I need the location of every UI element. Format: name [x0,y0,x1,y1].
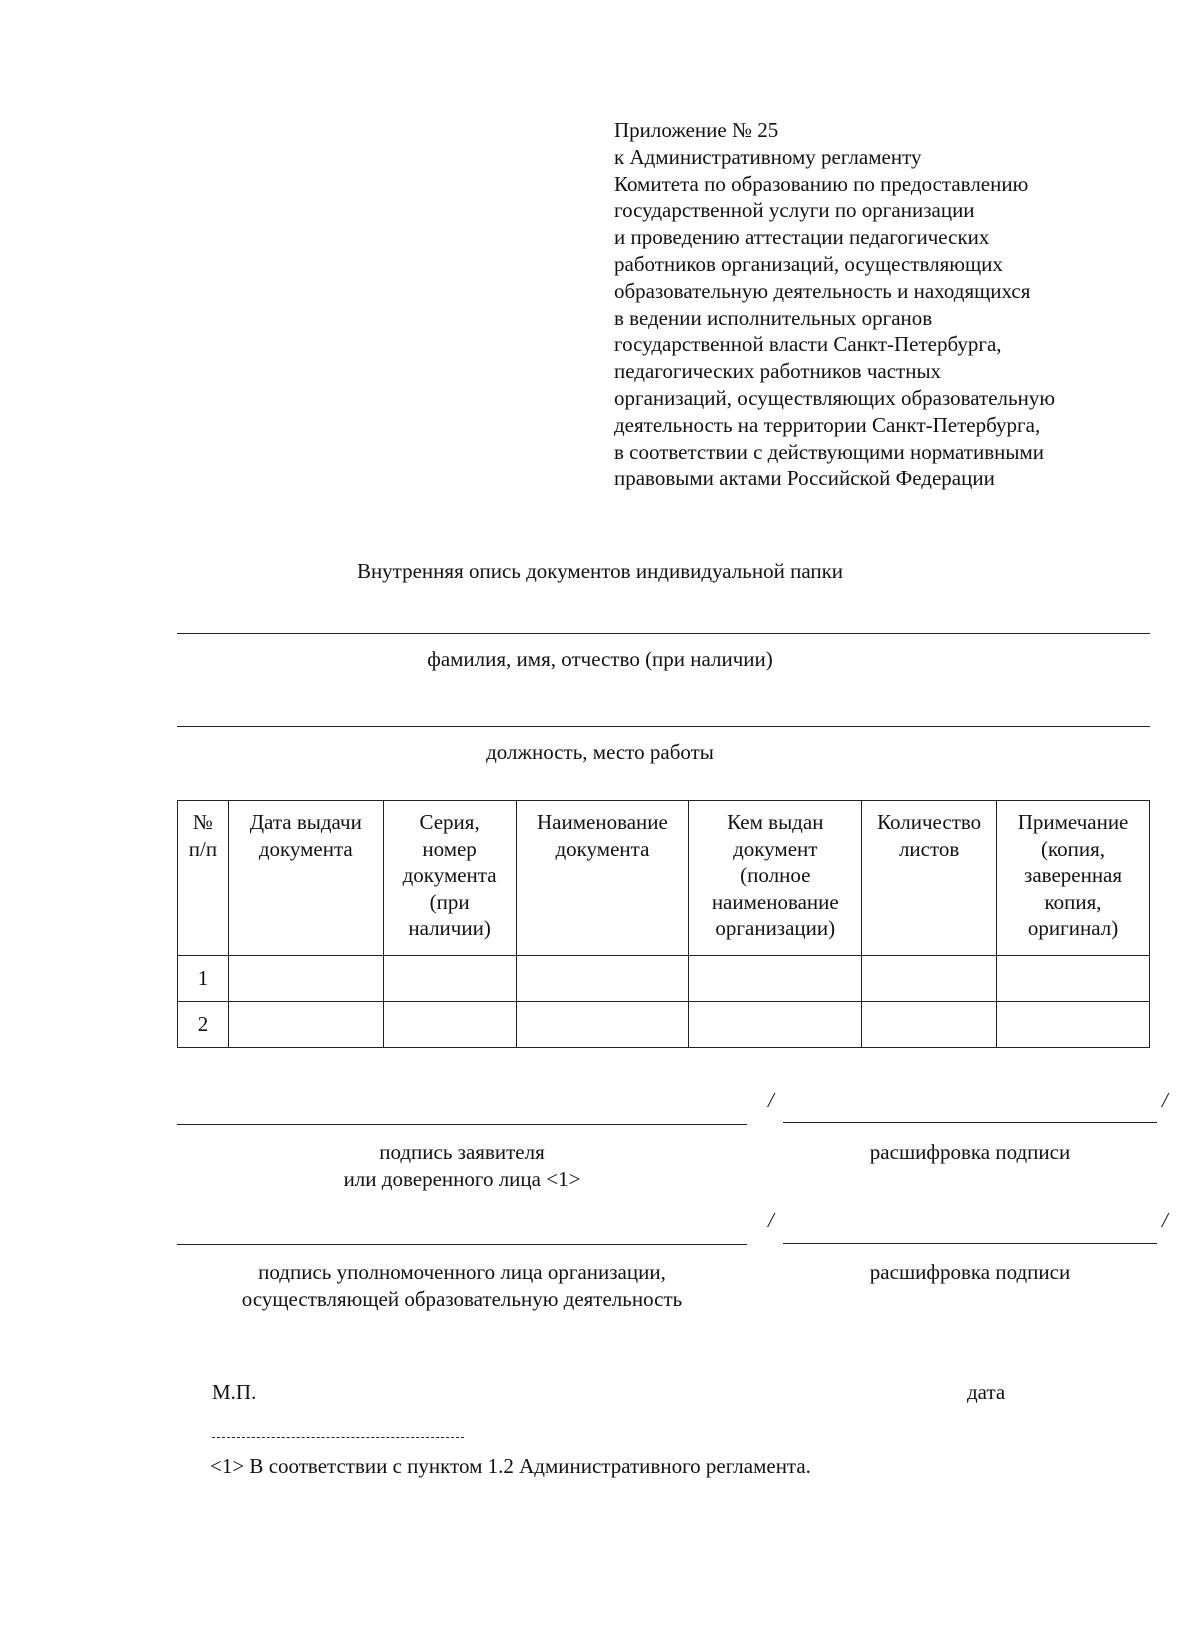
header-text: документа [258,836,353,861]
appendix-line: государственной услуги по организации [614,198,975,223]
table-cell [228,956,383,1002]
position-caption: должность, место работы [486,740,714,764]
separator-slash: / [768,1088,774,1112]
authorized-signature-caption: подпись уполномоченного лица организации, [258,1260,666,1284]
header-text: документа [555,836,650,861]
position-line [177,726,1150,727]
table-cell: 1 [178,956,229,1002]
decode-caption: расшифровка подписи [869,1260,1071,1284]
separator-slash: / [1162,1088,1168,1112]
table-cell [383,956,516,1002]
applicant-signature-line [177,1124,747,1125]
appendix-line: образовательную деятельность и находящихся [614,278,1031,303]
appendix-line: государственной власти Санкт-Петербурга, [614,332,1002,357]
header-issue-date [228,801,383,956]
table-cell [997,956,1150,1002]
table-cell [689,956,862,1002]
appendix-line: работников организаций, осуществляющих [614,251,1003,276]
authorized-decode-line [783,1243,1157,1244]
header-text: наименование [711,889,839,914]
header-text: п/п [188,836,218,861]
applicant-signature-caption: или доверенного лица <1> [343,1167,581,1191]
table-cell [689,1002,862,1048]
header-issued-by [689,801,862,956]
table-cell [862,1002,997,1048]
header-text: № [192,810,213,834]
header-text: документ [733,836,818,861]
footnote-separator [212,1437,464,1438]
appendix-line: Приложение № 25 [614,118,779,142]
appendix-line: организаций, осуществляющих образовательную [614,385,1056,410]
header-text: (при [429,889,470,914]
header-text: Серия, [419,810,480,834]
header-number [178,801,229,956]
header-text: документа [402,863,497,887]
header-text: Наименование [537,810,668,834]
separator-slash: / [1162,1208,1168,1232]
header-text: Примечание [1017,810,1129,834]
header-text: заверенная [1024,863,1123,887]
appendix-line: и проведению аттестации педагогических [614,225,990,250]
table-cell [997,1002,1150,1048]
header-document-name [516,801,689,956]
fio-caption: фамилия, имя, отчество (при наличии) [427,647,773,671]
table-cell: 2 [178,1002,229,1048]
table-cell [862,956,997,1002]
table-cell [383,1002,516,1048]
table-cell [516,956,689,1002]
appendix-line: педагогических работников частных [614,359,942,384]
separator-slash: / [768,1208,774,1232]
header-text: номер [422,836,477,861]
stamp-label: М.П. [212,1380,257,1404]
header-sheet-count [862,801,997,956]
header-text: (полное [740,863,811,887]
appendix-line: к Административному регламенту [614,144,922,169]
header-text: наличии) [408,916,491,940]
header-text: листов [898,836,960,861]
header-note [997,801,1150,956]
appendix-line: Комитета по образованию по предоставлению [614,171,1029,196]
fio-line [177,633,1150,634]
appendix-header [614,117,1055,492]
applicant-decode-line [783,1122,1157,1123]
table-row [178,1002,1150,1048]
header-text: (копия, [1041,836,1106,861]
document-title: Внутренняя опись документов индивидуальной папки [356,559,844,583]
inventory-table [177,800,1150,1048]
table-cell [228,1002,383,1048]
table-header-row [178,801,1150,956]
header-text: Кем выдан [727,810,824,834]
header-text: Дата выдачи [249,810,362,834]
header-text: организации) [715,916,836,940]
decode-caption: расшифровка подписи [869,1140,1071,1164]
appendix-line: деятельность на территории Санкт-Петербурга, [614,412,1041,437]
applicant-signature-caption: подпись заявителя [379,1140,545,1164]
authorized-signature-line [177,1244,747,1245]
appendix-line: в ведении исполнительных органов [614,305,933,330]
footnote: <1> В соответствии с пунктом 1.2 Административного регламента. [210,1454,811,1478]
header-text: оригинал) [1027,916,1119,940]
appendix-line: в соответствии с действующими нормативными [614,439,1045,464]
header-text: копия, [1044,889,1102,914]
table-cell [516,1002,689,1048]
authorized-signature-caption: осуществляющей образовательную деятельность [241,1287,683,1311]
table-row [178,956,1150,1002]
appendix-line: правовыми актами Российской Федерации [614,466,995,491]
header-series-number [383,801,516,956]
header-text: Количество [877,810,982,834]
date-label: дата [967,1380,1006,1404]
